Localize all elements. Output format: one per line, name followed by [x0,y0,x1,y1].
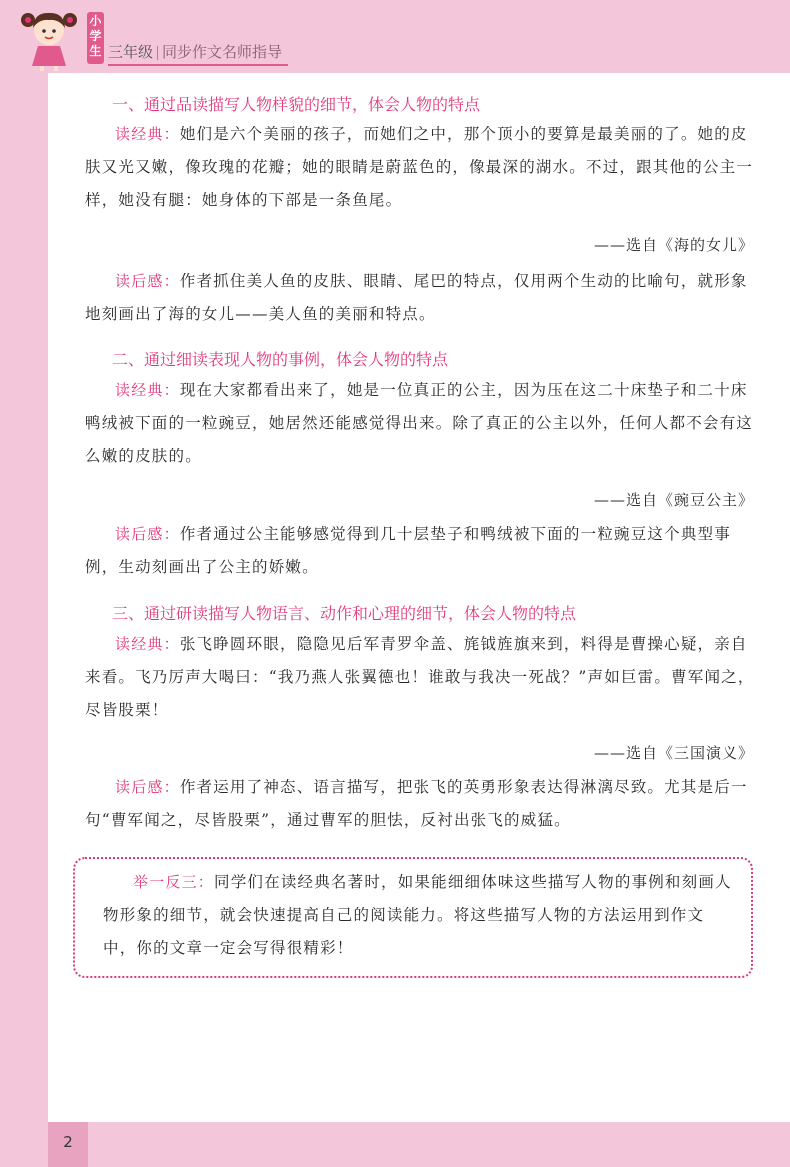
classic-label: 读经典： [115,381,180,399]
review-text: 作者通过公主能够感觉得到几十层垫子和鸭绒被下面的一粒豌豆这个典型事例，生动刻画出了公主的娇嫩。 [85,525,731,576]
classic-text: 张飞睁圆环眼，隐隐见后军青罗伞盖、旄钺旌旗来到，料得是曹操心疑，亲自来看。飞乃厉声大喝曰：“我乃燕人张翼德也！谁敢与我决一死战？”声如巨雷。曹军闻之，尽皆股栗！ [85,635,755,719]
classic-label: 读经典： [115,635,180,653]
tip-text: 同学们在读经典名著时，如果能细细体味这些描写人物的事例和刻画人物形象的细节，就会快速提高自己的阅读能力。将这些描写人物的方法运用到作文中，你的文章一定会写得很精彩！ [103,873,732,957]
review-label: 读后感： [115,525,180,543]
classic-paragraph-2 [85,374,757,473]
review-paragraph-2 [85,518,757,584]
review-paragraph-1 [85,265,757,331]
footer-band [88,1122,790,1167]
section-heading-2: 二、通过细读表现人物的事例，体会人物的特点 [112,350,449,369]
source-citation-2: ——选自《豌豆公主》 [593,491,754,509]
page-number: 2 [48,1122,88,1167]
grade-label: 三年级 [108,43,154,61]
classic-paragraph-3 [85,628,757,727]
classic-label: 读经典： [115,125,180,143]
section-heading-3: 三、通过研读描写人物语言、动作和心理的细节，体会人物的特点 [112,604,577,623]
source-citation-3: ——选自《三国演义》 [593,744,754,762]
classic-text: 她们是六个美丽的孩子，而她们之中，那个顶小的要算是最美丽的了。她的皮肤又光又嫩，像玫瑰的花瓣；她的眼睛是蔚蓝色的，像最深的湖水。不过，跟其他的公主一样，她没有腿：她身体的下部是一条鱼尾。 [85,125,754,209]
review-label: 读后感： [115,272,180,290]
source-citation-1: ——选自《海的女儿》 [593,236,754,254]
series-title: 同步作文名师指导 [162,43,283,61]
review-paragraph-3 [85,771,757,837]
section-heading-1: 一、通过品读描写人物样貌的细节，体会人物的特点 [112,95,481,114]
review-label: 读后感： [115,778,180,796]
classic-text: 现在大家都看出来了，她是一位真正的公主，因为压在这二十床垫子和二十床鸭绒被下面的一粒豌豆，她居然还能感觉得出来。除了真正的公主以外，任何人都不会有这么嫩的皮肤的。 [85,381,754,465]
book-title [108,40,288,66]
tip-paragraph [103,866,733,965]
grade-level-tag: 小学生 [87,12,104,64]
classic-paragraph-1 [85,118,757,217]
tip-box [73,857,753,978]
girl-mascot-icon [14,6,84,72]
review-text: 作者运用了神态、语言描写，把张飞的英勇形象表达得淋漓尽致。尤其是后一句“曹军闻之，尽皆股栗”，通过曹军的胆怯，反衬出张飞的威猛。 [85,778,748,829]
review-text: 作者抓住美人鱼的皮肤、眼睛、尾巴的特点，仅用两个生动的比喻句，就形象地刻画出了海的女儿——美人鱼的美丽和特点。 [85,272,748,323]
tip-label: 举一反三： [133,873,215,891]
